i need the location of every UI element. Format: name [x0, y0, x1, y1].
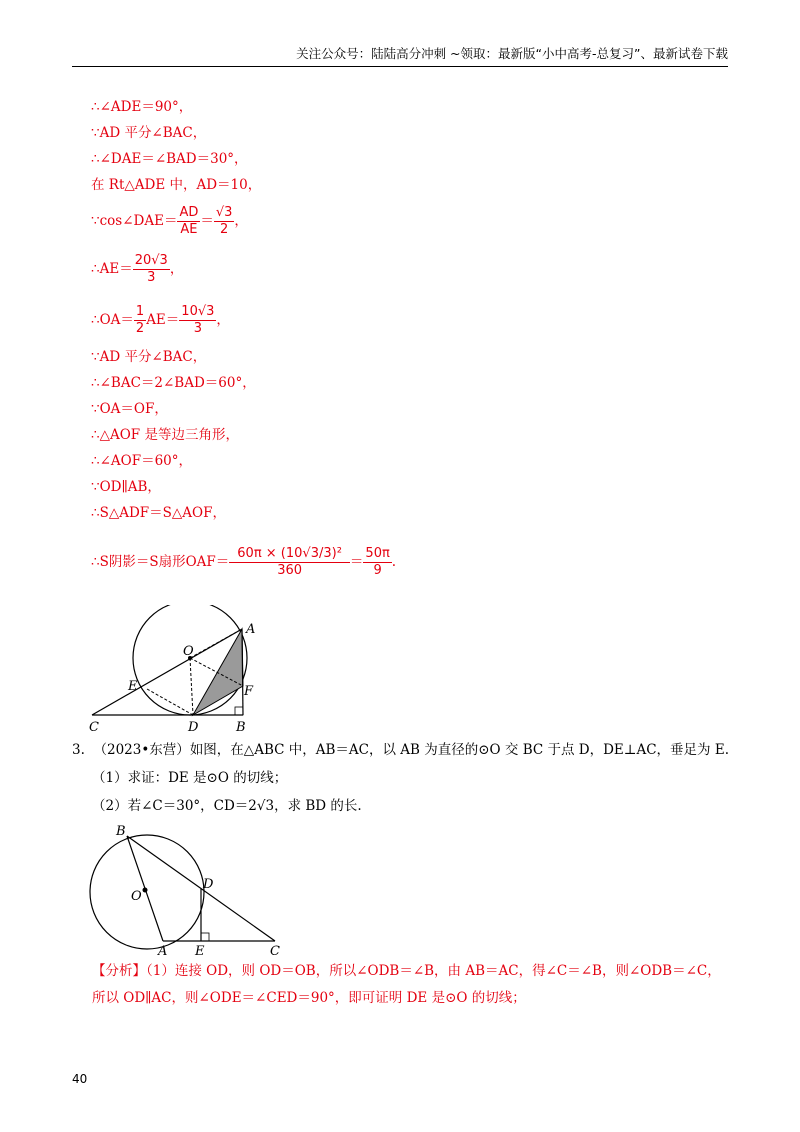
denominator: 360 — [277, 563, 303, 578]
fraction — [363, 546, 391, 579]
numerator: 20√3 — [134, 253, 168, 268]
question-part-1: （1）求证：DE 是⊙O 的切线； — [92, 770, 288, 786]
line-AB — [242, 629, 243, 715]
label: C — [270, 944, 280, 957]
fraction — [229, 546, 350, 579]
numerator: 60π × (10√3/3)² — [229, 546, 350, 563]
label: O — [131, 889, 142, 904]
label: D — [188, 720, 199, 735]
solution-line: ∴AE＝ — [91, 261, 133, 277]
label: A — [158, 944, 168, 957]
solution-line: ∴S阴影＝S扇形OAF＝ — [91, 554, 230, 570]
fraction — [214, 205, 235, 238]
figure-2 — [85, 822, 295, 957]
label: C — [89, 720, 99, 735]
solution-line: 在 Rt△ADE 中，AD＝10， — [91, 177, 262, 193]
right-angle-mark — [235, 707, 243, 715]
solution-line: ∴∠DAE＝∠BAD＝30°， — [91, 151, 248, 167]
solution-line: ∵OA＝OF， — [91, 401, 168, 417]
ae-line: ∴AE＝ $\frac{20√3}{3}$ ， — [91, 253, 184, 285]
label: B — [116, 824, 126, 839]
solution-line: ∵OD∥AB， — [91, 479, 161, 495]
fraction — [134, 304, 146, 337]
solution-line: ∵AD 平分∠BAC， — [91, 349, 207, 365]
question-part-2: （2）若∠C＝30°，CD＝2√3，求 BD 的长. — [92, 798, 362, 814]
label: F — [244, 684, 254, 699]
numerator: AD — [179, 205, 199, 220]
label: D — [203, 877, 214, 892]
right-angle-mark — [201, 933, 209, 941]
circle — [90, 835, 204, 949]
text: AE＝ — [146, 312, 180, 328]
oa-line: ∴OA＝ $\frac{1}{2}$ AE＝ $\frac{10√3}{3}$ ， — [91, 304, 230, 336]
label: A — [246, 622, 256, 637]
solution-line: ∵cos∠DAE＝ — [91, 213, 178, 229]
fraction — [179, 304, 216, 337]
solution-line: ∴△AOF 是等边三角形， — [91, 427, 239, 443]
label: E — [195, 944, 205, 957]
analysis-block — [92, 958, 732, 1012]
center-point — [143, 888, 148, 893]
cos-line: ∵cos∠DAE＝ $\frac{AD}{AE}$ ＝ $\frac{√3}{2}$ ， — [91, 205, 248, 237]
denominator: 9 — [373, 563, 382, 578]
denominator: 2 — [220, 222, 229, 237]
denominator: AE — [180, 222, 198, 237]
denominator: 2 — [135, 321, 145, 336]
numerator: 1 — [135, 304, 145, 319]
analysis-tag: 【分析】 — [92, 963, 146, 979]
page-header: 关注公众号：陆陆高分冲刺 ~领取：最新版“小中高考-总复习”、最新试卷下载 — [72, 44, 728, 67]
solution-line: ∴∠BAC＝2∠BAD＝60°， — [91, 375, 256, 391]
solution-line: ∴∠ADE＝90°， — [91, 99, 193, 115]
page-number: 40 — [72, 1072, 88, 1086]
fraction — [177, 205, 200, 238]
solution-line: ∴OA＝ — [91, 312, 134, 328]
figure-1 — [80, 605, 280, 735]
label: E — [128, 679, 138, 694]
fraction — [133, 253, 170, 286]
numerator: √3 — [215, 205, 233, 220]
question-source: （2023•东营） — [93, 742, 190, 758]
question-text: 如图，在△ABC 中，AB＝AC，以 AB 为直径的⊙O 交 BC 于点 D，DE⊥AC，垂足为 E. — [189, 742, 729, 758]
line-OD — [190, 658, 193, 715]
numerator: 10√3 — [181, 304, 215, 319]
analysis-text: （1）连接 OD，则 OD＝OB，所以∠ODB＝∠B，由 AB＝AC，得∠C＝∠B，则∠ODB＝∠C，所以 OD∥AC，则∠ODE＝∠CED＝90°，即可证明 DE 是⊙O 的切线； — [92, 963, 721, 1006]
solution-line: ∴S△ADF＝S△AOF， — [91, 505, 226, 521]
question-stem — [72, 740, 729, 760]
solution-line: ∵AD 平分∠BAC， — [91, 125, 207, 141]
label: B — [236, 720, 246, 735]
label: O — [183, 644, 194, 659]
question-number: 3. — [72, 742, 85, 758]
solution-line: ∴∠AOF＝60°， — [91, 453, 193, 469]
area-line: ∴S阴影＝S扇形OAF＝ $\frac{\text{60π × (10√3/3)²}}{360}$ ＝ $\frac{50\pi}{9}$ . — [91, 546, 397, 578]
denominator: 3 — [147, 270, 156, 285]
denominator: 3 — [193, 321, 202, 336]
numerator: 50π — [365, 546, 390, 561]
